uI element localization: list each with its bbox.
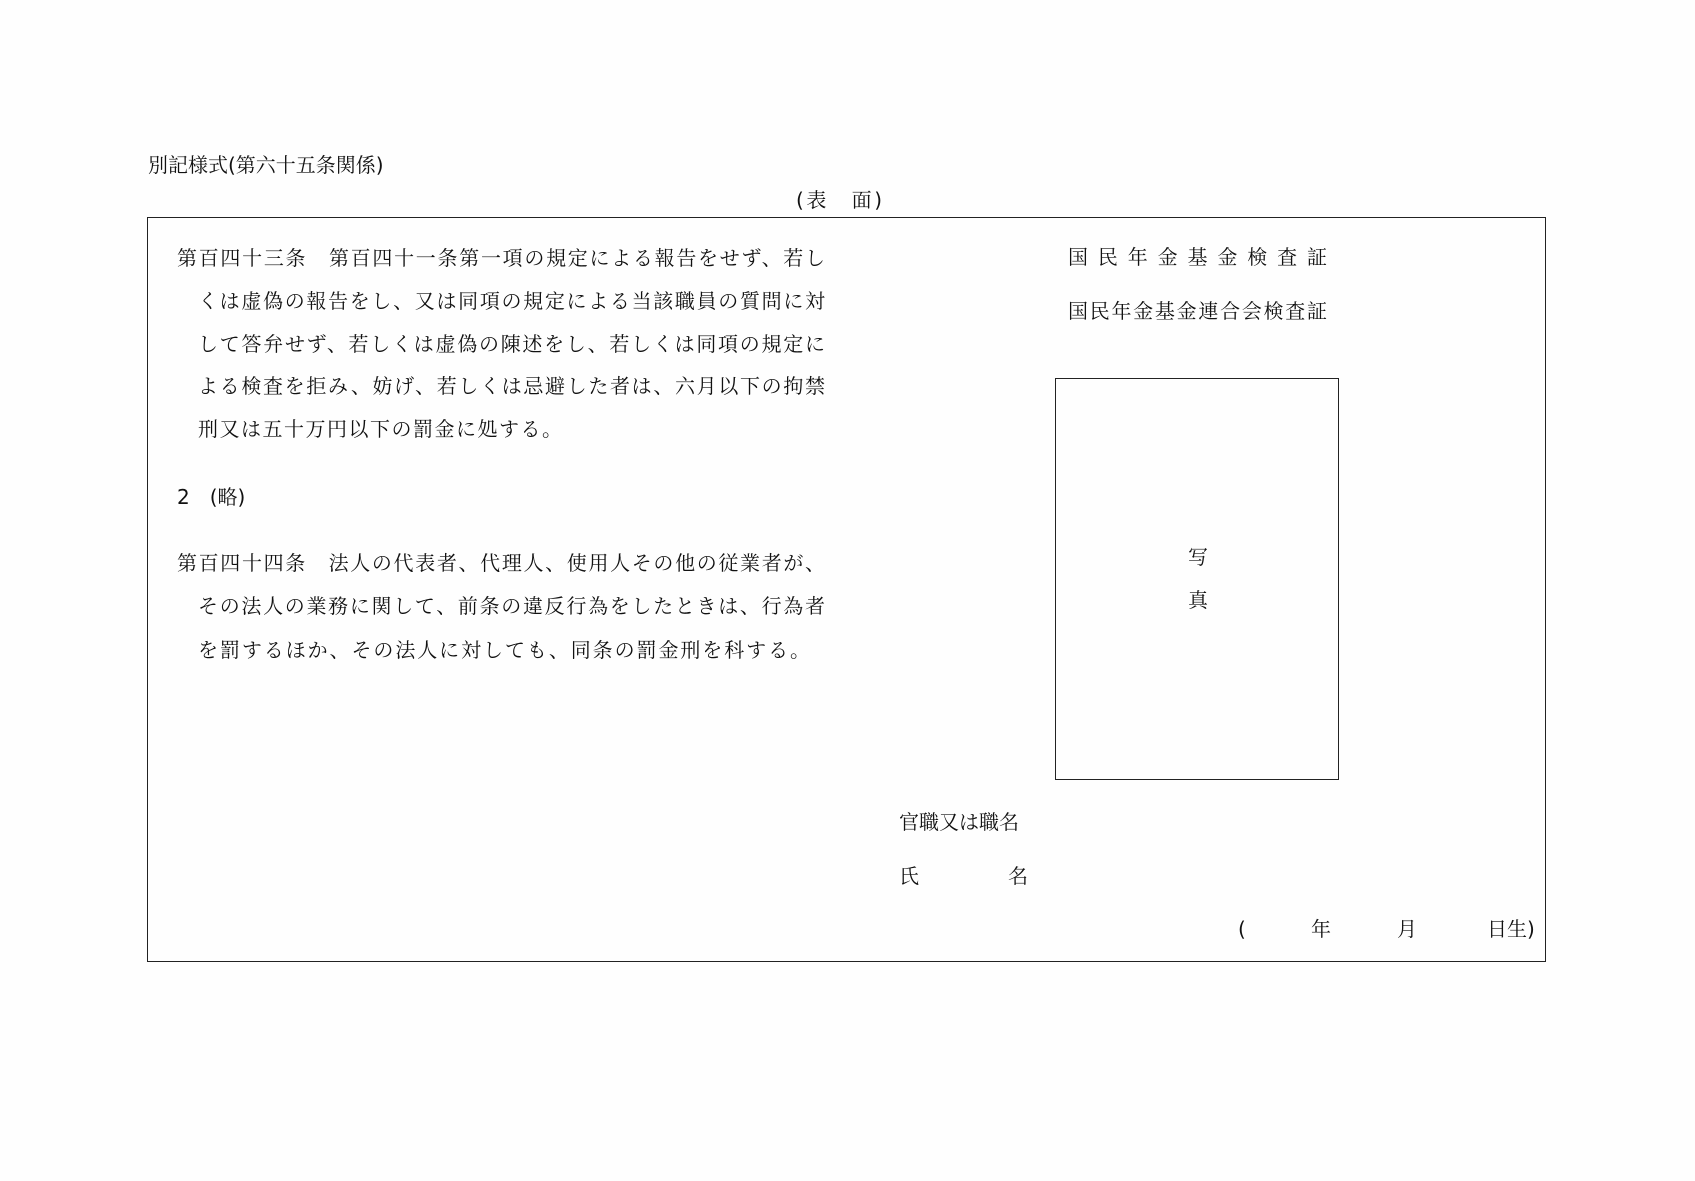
article-144-line-3: を罰するほか、その法人に対しても、同条の罰金刑を科する。 bbox=[198, 638, 810, 662]
photo-label-2: 真 bbox=[1188, 588, 1208, 612]
article-143-line-3: して答弁せず、若しくは虚偽の陳述をし、若しくは同項の規定に bbox=[198, 332, 825, 356]
birth-open-paren: ( bbox=[1238, 917, 1246, 941]
birth-day: 日生) bbox=[1487, 917, 1535, 941]
article-144-line-2: その法人の業務に関して、前条の違反行為をしたときは、行為者 bbox=[198, 594, 825, 618]
article-143-line-4: よる検査を拒み、妨げ、若しくは忌避した者は、六月以下の拘禁 bbox=[198, 374, 825, 398]
form-title: 別記様式(第六十五条関係) bbox=[148, 153, 384, 177]
article-143-line-2: くは虚偽の報告をし、又は同項の規定による当該職員の質問に対 bbox=[198, 289, 825, 313]
paragraph-2: 2 (略) bbox=[177, 485, 246, 509]
name-label-1: 氏 bbox=[899, 864, 919, 888]
article-143-line-5: 刑又は五十万円以下の罰金に処する。 bbox=[198, 417, 564, 441]
photo-box bbox=[1055, 378, 1339, 780]
article-143-line-1: 第百四十三条 第百四十一条第一項の規定による報告をせず、若し bbox=[177, 246, 825, 270]
side-label: (表 面) bbox=[796, 188, 882, 212]
card-title-fund: 国民年金基金検査証 bbox=[1068, 245, 1327, 269]
card-title-federation: 国民年金基金連合会検査証 bbox=[1068, 299, 1327, 323]
birth-year: 年 bbox=[1311, 917, 1331, 941]
position-label: 官職又は職名 bbox=[899, 810, 1019, 834]
name-label-2: 名 bbox=[1008, 864, 1028, 888]
birth-month: 月 bbox=[1397, 917, 1417, 941]
article-144-line-1: 第百四十四条 法人の代表者、代理人、使用人その他の従業者が、 bbox=[177, 551, 825, 575]
photo-label-1: 写 bbox=[1188, 545, 1208, 569]
